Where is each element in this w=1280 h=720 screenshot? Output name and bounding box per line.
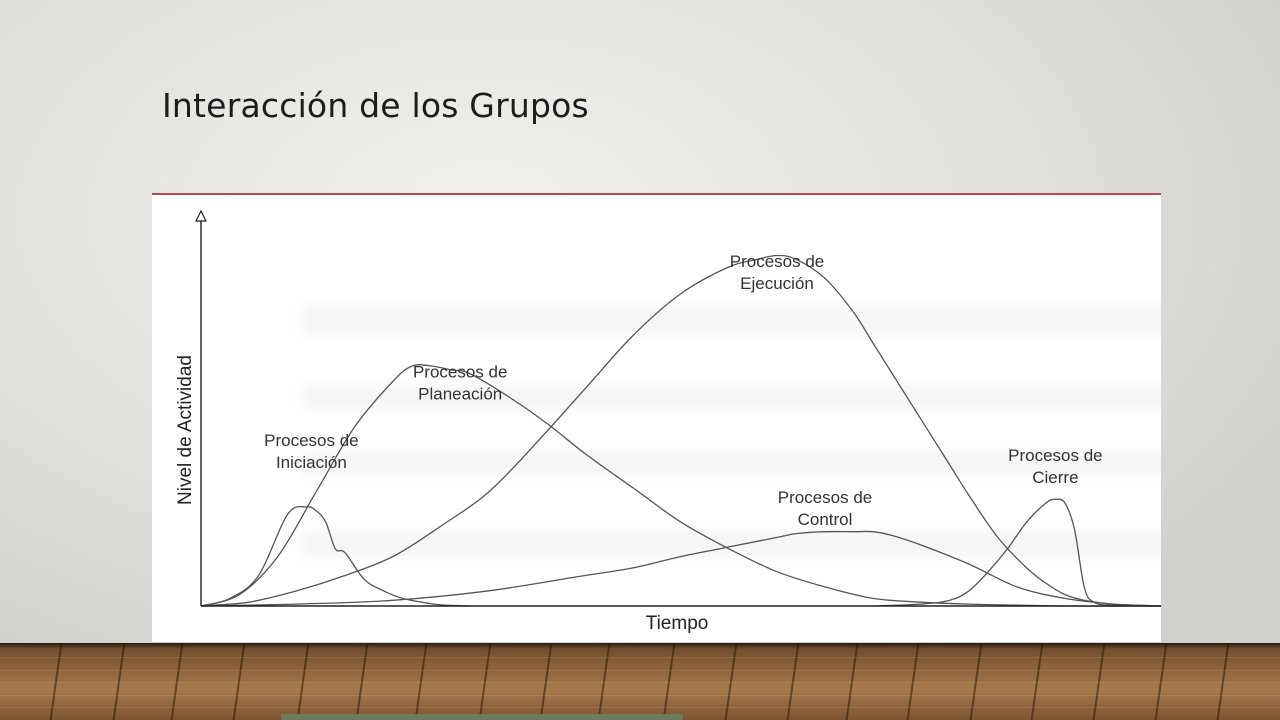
floor-grain: [0, 670, 1280, 671]
label-procesos-de-ejecucion: [730, 252, 825, 293]
curve-procesos-de-control: [201, 531, 1161, 606]
slide-title: Interacción de los Grupos: [162, 86, 589, 125]
label-line: Iniciación: [275, 453, 347, 472]
label-line: Procesos de: [412, 362, 508, 382]
label-line: Procesos de: [264, 431, 359, 450]
label-procesos-de-cierre: [1008, 446, 1103, 487]
label-line: Procesos de: [729, 251, 825, 271]
activity-chart: [152, 195, 1161, 642]
floor-shadow: [0, 643, 1280, 649]
x-axis-label: Tiempo: [645, 613, 709, 634]
label-line: Cierre: [1032, 468, 1079, 488]
label-procesos-de-iniciacion: [264, 431, 359, 472]
label-procesos-de-planeacion: [413, 362, 508, 403]
label-procesos-de-control: [778, 488, 873, 529]
floor-grain: [0, 707, 1280, 708]
label-line: Planeación: [418, 384, 503, 404]
floor-grain: [0, 695, 1280, 696]
label-line: Control: [797, 510, 853, 530]
y-axis-label: Nivel de Actividad: [175, 355, 196, 505]
curve-procesos-de-planeacion: [201, 365, 1161, 606]
floor-grain: [0, 657, 1280, 658]
label-line: Ejecución: [740, 273, 814, 293]
axes-layer: [196, 211, 1161, 606]
label-line: Procesos de: [1008, 446, 1103, 466]
label-line: Procesos de: [777, 488, 873, 508]
curve-procesos-de-cierre: [873, 499, 1161, 606]
y-axis-arrow-icon: [196, 211, 206, 221]
wood-floor: [0, 643, 1280, 720]
curve-procesos-de-iniciacion: [201, 507, 470, 606]
chart-panel: [152, 193, 1161, 642]
floor-grain: [0, 682, 1280, 683]
labels-layer: [264, 252, 1103, 529]
floor-strip: [281, 714, 683, 720]
